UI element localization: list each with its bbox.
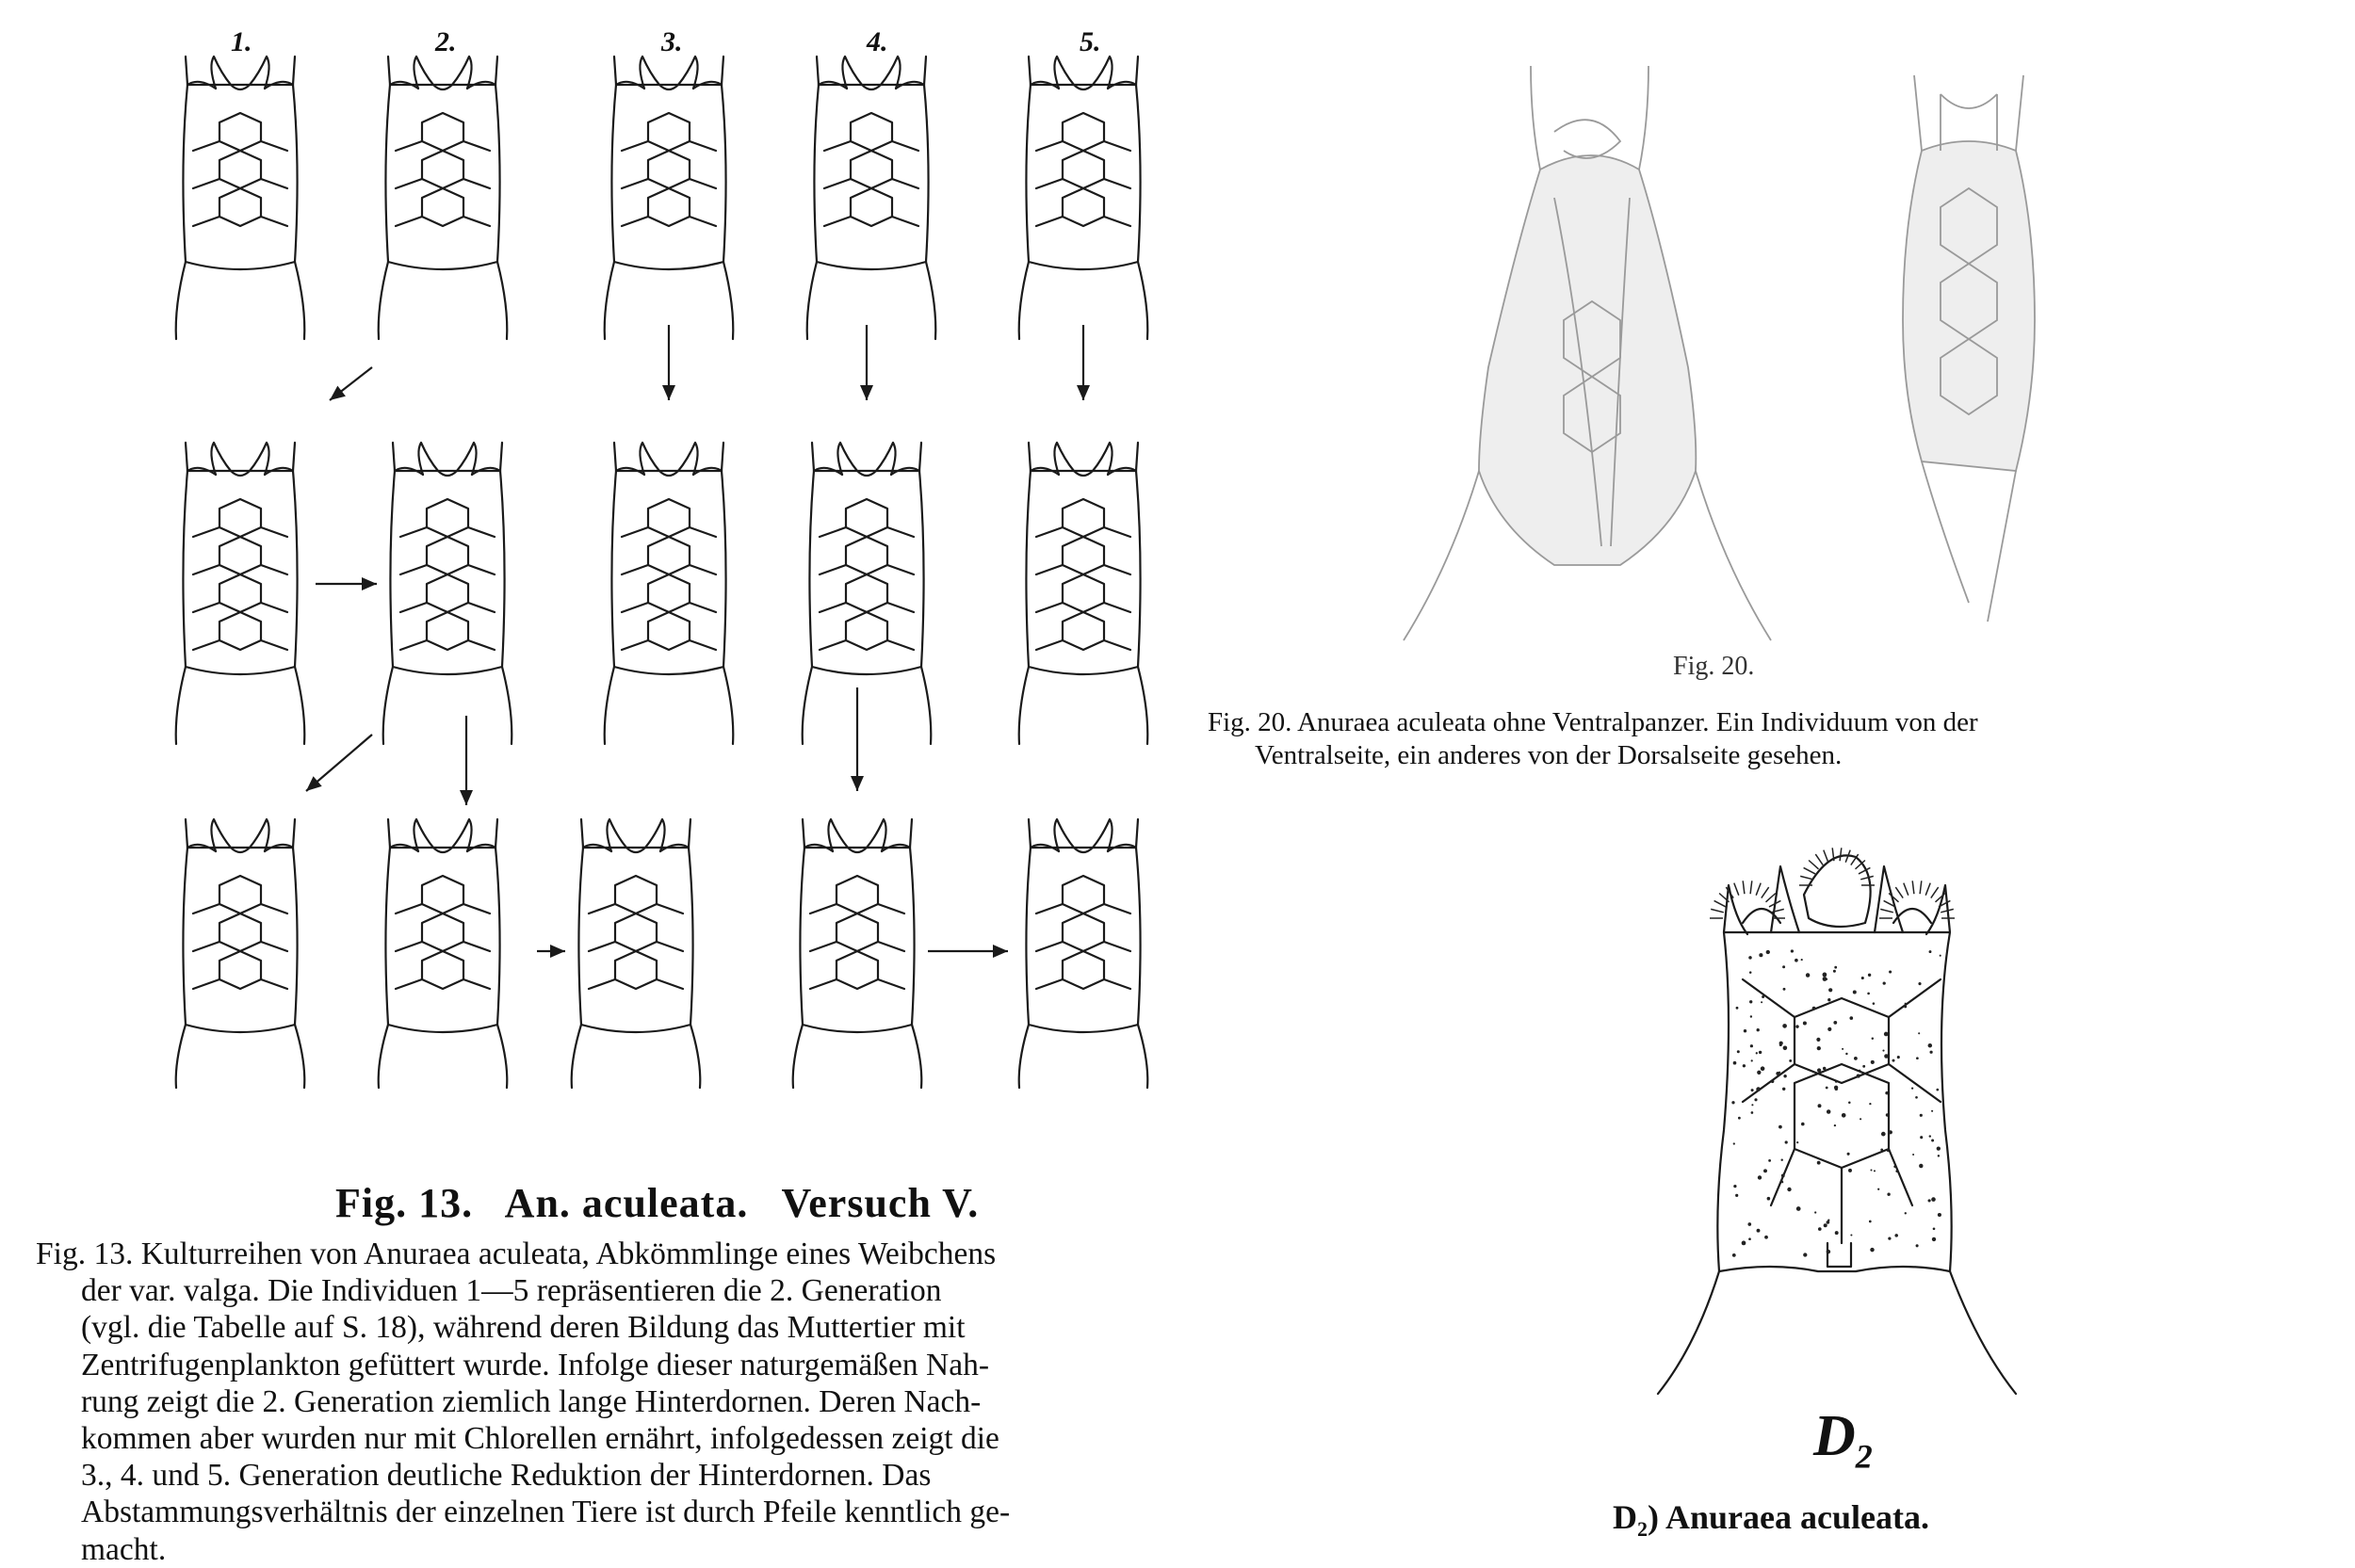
column-number-2: 2. [435,26,457,57]
rotifer-row2-5 [1019,443,1148,744]
d2-subscript: 2 [1855,1437,1873,1476]
rotifer-dorsal-view [1903,75,2035,622]
lineage-arrow [1077,325,1090,400]
caption-line: rung zeigt die 2. Generation ziemlich lange Hinterdornen. Deren Nach- [81,1383,982,1419]
rotifer-row2-4 [803,443,932,744]
rotifer-row3-5 [1019,819,1148,1088]
d2-caption-text: ) Anuraea aculeata. [1648,1498,1929,1536]
rotifer-row2-3 [605,443,734,744]
lineage-arrow [851,687,864,791]
figure-d2-label [1813,1403,1873,1476]
rotifer-gen2-4 [807,57,936,339]
caption-line: 3., 4. und 5. Generation deutliche Reduktion der Hinterdornen. Das [81,1458,932,1494]
figure-d2-caption [1613,1497,1929,1542]
figure-13-heading: Fig. 13. An. aculeata. Versuch V. [335,1180,980,1226]
figure-d2-drawing [1639,829,2035,1431]
rotifer-gen2-2 [379,57,508,339]
d2-caption-prefix: D [1613,1498,1637,1536]
caption-line: Abstammungsverhältnis der einzelnen Tiere ist durch Pfeile kenntlich ge- [81,1495,1011,1530]
lineage-arrow [662,325,675,400]
figure-20-drawing [1338,38,2185,697]
rotifer-row2-1 [176,443,305,744]
column-number-1: 1. [231,26,252,57]
rotifer-gen2-1 [176,57,305,339]
lineage-arrow [316,577,377,590]
caption-line: macht. [81,1531,167,1567]
lineage-arrow [860,325,873,400]
rotifer-row3-2 [379,819,508,1088]
rotifer-gen2-3 [605,57,734,339]
column-number-5: 5. [1080,26,1101,57]
caption-line: Fig. 20. Anuraea aculeata ohne Ventralpanzer. Ein Individuum von der [1208,707,1978,737]
lineage-arrow [928,945,1008,958]
caption-line: Ventralseite, ein anderes von der Dorsalseite gesehen. [1255,739,1843,770]
rotifer-row3-4 [793,819,922,1088]
lineage-arrow [537,945,565,958]
caption-line: Fig. 13. Kulturreihen von Anuraea aculeata, Abkömmlinge eines Weibchens [36,1237,997,1271]
figure-13-drawing [0,0,1225,1177]
d2-caption-subscript: 2 [1637,1517,1648,1542]
rotifer-row2-2 [383,443,512,744]
rotifer-ventral-view [1404,66,1771,640]
figure-20-label: Fig. 20. [1673,652,1755,681]
d2-letter: D [1813,1404,1856,1468]
caption-line: (vgl. die Tabelle auf S. 18), während deren Bildung das Muttertier mit [81,1310,966,1346]
lineage-arrow [460,716,473,805]
rotifer-gen2-5 [1019,57,1148,339]
caption-line: Zentrifugenplankton gefüttert wurde. Infolge dieser naturgemäßen Nah- [81,1347,990,1382]
rotifer-row3-1 [176,819,305,1088]
figure-20-caption [1208,706,2355,772]
figure-13-caption [36,1236,1355,1568]
rotifer-row3-3 [572,819,701,1088]
caption-line: kommen aber wurden nur mit Chlorellen ernährt, infolgedessen zeigt die [81,1420,999,1456]
column-number-3: 3. [661,26,683,57]
lineage-arrow [306,735,372,791]
column-number-4: 4. [867,26,888,57]
lineage-arrow [330,367,372,400]
rotifer-d2 [1658,855,2016,1394]
caption-line: der var. valga. Die Individuen 1—5 repräsentieren die 2. Generation [81,1273,942,1309]
